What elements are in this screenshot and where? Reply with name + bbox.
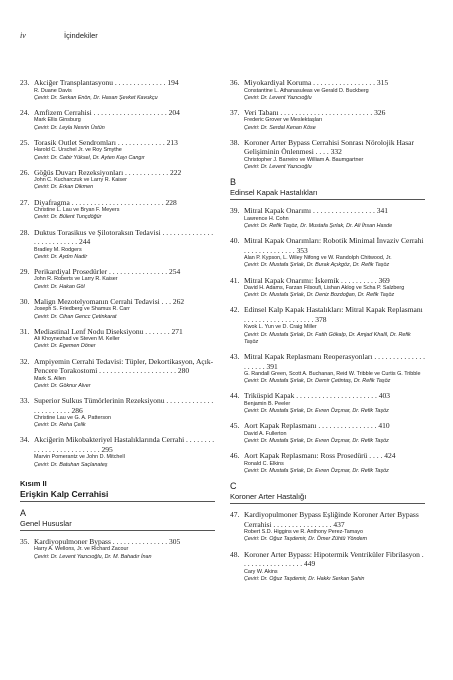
toc-entry[interactable] — [230, 421, 425, 445]
page-number: iv — [20, 31, 26, 40]
chapter-authors: Frederic Grover ve Meslektaşları — [244, 117, 323, 124]
chapter-translator: Çeviri: Dr. Serkan Enön, Dr. Hasan Şevket Kavukçu — [34, 94, 158, 101]
chapter-translator: Çeviri: Dr. Oğuz Taşdemir, Dr. Hakkı Serkan Şahin — [244, 575, 365, 582]
chapter-title: Veri Tabanı . . . . . . . . . . . . . . . . . . . . . . . . . 326 — [244, 107, 386, 117]
chapter-number: 42. — [230, 305, 240, 315]
section-letter: B — [230, 177, 237, 188]
toc-entry[interactable] — [20, 327, 215, 351]
toc-entry[interactable] — [20, 435, 215, 468]
section-title: Koroner Arter Hastalığı — [230, 492, 425, 504]
running-title: İçindekiler — [64, 31, 98, 40]
chapter-number: 39. — [230, 206, 240, 216]
chapter-title: Kardiyopulmoner Bypass Eşliğinde Koroner Arter Bypass Cerrahisi . . . . . . . . . . . . . . . . 437 — [244, 510, 419, 529]
toc-entry[interactable] — [20, 267, 215, 291]
chapter-authors: Ali Khoynezhad ve Steven M. Keller — [34, 336, 120, 343]
chapter-title: Aort Kapak Replasmanı: Ross Prosedürü . . . . 424 — [244, 451, 396, 461]
toc-entry[interactable] — [230, 305, 425, 346]
chapter-number: 36. — [230, 78, 240, 87]
chapter-title: Mitral Kapak Onarımı . . . . . . . . . . . . . . . . . 341 — [244, 206, 388, 216]
chapter-translator: Çeviri: Dr. Mustafa Şırlak, Dr. Evren Özçınar, Dr. Refik Taşöz — [244, 438, 389, 445]
chapter-title: Miyokardiyal Koruma . . . . . . . . . . . . . . . . . 315 — [244, 78, 389, 87]
chapter-authors: David H. Adams, Farzan Filsoufi, Lishan Aklog ve Scha P. Salzberg — [244, 285, 405, 292]
chapter-authors: Robert S.D. Higgins ve R. Anthony Perez-Tamayo — [244, 529, 363, 536]
toc-entry[interactable] — [20, 228, 215, 261]
chapter-number: 40. — [230, 236, 240, 246]
toc-entry[interactable] — [230, 276, 425, 300]
toc-left-column — [20, 78, 215, 567]
chapter-title: Koroner Arter Bypass Cerrahisi Sonrası Nörolojik Hasar Gelişiminin Önlenmesi . . . . 332 — [244, 137, 414, 157]
chapter-number: 31. — [20, 326, 30, 336]
chapter-translator: Çeviri: Dr. Leyla Nesrin Üstün — [34, 124, 105, 131]
chapter-number: 27. — [20, 197, 30, 207]
chapter-title: Torasik Outlet Sendromları . . . . . . . . . . . . . 213 — [34, 137, 178, 147]
chapter-translator: Çeviri: Dr. Refik Taşöz, Dr. Mustafa Şırlak, Dr. Ali İhsan Hasde — [244, 222, 393, 229]
chapter-authors: Harold C. Urschel Jr. ve Roy Smythe — [34, 147, 122, 154]
toc-entry[interactable] — [20, 297, 215, 321]
toc-entry[interactable] — [20, 198, 215, 222]
chapter-number: 26. — [20, 167, 30, 177]
section-letter: C — [230, 481, 237, 492]
chapter-authors: David A. Fullerton — [244, 430, 287, 437]
chapter-number: 41. — [230, 275, 240, 285]
chapter-number: 45. — [230, 421, 240, 431]
toc-entry[interactable] — [230, 352, 425, 385]
chapter-title: Mitral Kapak Onarımları: Robotik Minimal İnvaziv Cerrahi . . . . . . . . . . . . . . 353 — [244, 236, 424, 255]
chapter-authors: Christine L. Lau ve Bryan F. Meyers — [34, 207, 120, 214]
chapter-number: 37. — [230, 107, 240, 117]
toc-entry[interactable] — [20, 537, 215, 561]
chapter-title: Triküspid Kapak . . . . . . . . . . . . . . . . . . . . . . 403 — [244, 391, 390, 401]
chapter-number: 47. — [230, 510, 240, 520]
chapter-number: 29. — [20, 266, 30, 276]
chapter-translator: Çeviri: Dr. Göknur Alver — [34, 382, 91, 389]
toc-entry[interactable] — [230, 138, 425, 171]
section-letter: A — [20, 507, 27, 518]
chapter-title: Mediastinal Lenf Nodu Diseksiyonu . . . . . . . 271 — [34, 326, 183, 336]
chapter-number: 23. — [20, 78, 30, 87]
toc-entry[interactable] — [20, 357, 215, 390]
toc-entry[interactable] — [230, 236, 425, 269]
chapter-translator: Çeviri: Dr. Cabir Yüksel, Dr. Ayten Kayı Cangır — [34, 154, 145, 161]
chapter-authors: Benjamin B. Peeler — [244, 400, 291, 407]
chapter-authors: G. Randall Green, Scott A. Buchanan, Reid W. Tribble ve Curtis G. Tribble — [244, 371, 421, 378]
section-heading — [20, 508, 215, 531]
chapter-title: Mitral Kapak Onarımı: İskemik . . . . . . . . . . 369 — [244, 275, 390, 285]
chapter-authors: Christine Lau ve G. A. Patterson — [34, 415, 112, 422]
chapter-translator: Çeviri: Dr. Mustafa Şırlak, Dr. Deniz Bozdoğan, Dr. Refik Taşöz — [244, 292, 395, 299]
chapter-authors: Lawrence H. Cohn — [244, 215, 289, 222]
chapter-number: 43. — [230, 352, 240, 362]
toc-entry[interactable] — [20, 138, 215, 162]
chapter-number: 28. — [20, 227, 30, 237]
chapter-title: Superior Sulkus Tümörlerinin Rezeksiyonu . . . . . . . . . . . . . . . . . . . . . . . 286 — [34, 396, 214, 415]
chapter-title: Ampiyemin Cerrahi Tedavisi: Tüpler, Dekortikasyon, Açık-Pencere Torakostomi . . . . . . . . . . . . . . . . . . . . . 280 — [34, 356, 214, 376]
chapter-title: Aort Kapak Replasmanı . . . . . . . . . . . . . . . . 410 — [244, 421, 390, 431]
chapter-title: Göğüs Duvarı Rezeksiyonları . . . . . . . . . . . . 222 — [34, 167, 182, 177]
toc-entry[interactable] — [20, 168, 215, 192]
chapter-translator: Çeviri: Dr. Mustafa Şırlak, Dr. Burak Açıkgöz, Dr. Refik Taşöz — [244, 262, 390, 269]
chapter-title: Diyafragma . . . . . . . . . . . . . . . . . . . . . . . . . 228 — [34, 197, 177, 207]
chapter-translator: Çeviri: Dr. Levent Yazıcıoğlu — [244, 94, 312, 101]
chapter-authors: John R. Roberts ve Larry R. Kaiser — [34, 276, 118, 283]
chapter-translator: Çeviri: Dr. Mustafa Şırlak, Dr. Demir Çetintaş, Dr. Refik Taşöz — [244, 378, 391, 385]
chapter-number: 25. — [20, 137, 30, 147]
chapter-number: 35. — [20, 536, 30, 546]
chapter-translator: Çeviri: Dr. Levent Yazıcıoğlu, Dr. M. Bahadır İnan — [34, 553, 152, 560]
chapter-title: Amfizem Cerrahisi . . . . . . . . . . . . . . . . . . . . 204 — [34, 107, 180, 117]
page-header — [20, 31, 433, 43]
chapter-number: 33. — [20, 396, 30, 406]
toc-entry[interactable] — [230, 108, 425, 132]
chapter-translator: Çeviri: Dr. Reha Çelik — [34, 422, 86, 429]
toc-entry[interactable] — [230, 78, 425, 102]
part-title: Erişkin Kalp Cerrahisi — [20, 489, 215, 502]
chapter-title: Malign Mezotelyomanın Cerrahi Tedavisi . . . 262 — [34, 296, 185, 306]
chapter-number: 44. — [230, 391, 240, 401]
chapter-title: Akciğer Transplantasyonu . . . . . . . . . . . . . . 194 — [34, 78, 179, 87]
toc-entry[interactable] — [230, 550, 425, 583]
toc-entry[interactable] — [20, 78, 215, 102]
chapter-translator: Çeviri: Dr. Aydın Nadir — [34, 253, 88, 260]
chapter-translator: Çeviri: Dr. Mustafa Şırlak, Dr. Fatih Gökalp, Dr. Amjad Khalil, Dr. Refik Taşöz — [244, 331, 411, 345]
chapter-title: Akciğerin Mikobakteriyel Hastalıklarında Cerrahi . . . . . . . . . . . . . . . . . . . . . . . . . . 295 — [34, 435, 215, 454]
chapter-number: 30. — [20, 296, 30, 306]
toc-entry[interactable] — [230, 510, 425, 543]
chapter-translator: Çeviri: Dr. Erkan Dikmen — [34, 184, 94, 191]
chapter-authors: R. Duane Davis — [34, 87, 72, 94]
chapter-title: Koroner Arter Bypass: Hipotermik Ventriküler Fibrilasyon . . . . . . . . . . . . . . . . . 449 — [244, 549, 424, 569]
chapter-authors: Marvin Pomerantz ve John D. Mitchell — [34, 454, 125, 461]
toc-entry[interactable] — [20, 108, 215, 132]
chapter-translator: Çeviri: Dr. Levent Yazıcıoğlu — [244, 164, 312, 171]
chapter-translator: Çeviri: Dr. Bülent Tunçdöğür — [34, 214, 102, 221]
chapter-authors: Joseph S. Friedberg ve Shamus R. Carr — [34, 306, 130, 313]
chapter-title: Edinsel Kalp Kapak Hastalıkları: Mitral Kapak Replasmanı . . . . . . . . . . . . . . . . . . . 378 — [244, 305, 423, 324]
chapter-translator: Çeviri: Dr. Batuhan Saçlanateş — [34, 461, 108, 468]
chapter-authors: Cary W. Akins — [244, 568, 278, 575]
chapter-title: Duktus Torasikus ve Şilotoraksın Tedavisi . . . . . . . . . . . . . . . . . . . . . . . . . . 244 — [34, 227, 214, 247]
chapter-authors: Christopher J. Barreiro ve William A. Baumgartner — [244, 156, 364, 163]
toc-entry[interactable] — [20, 396, 215, 429]
chapter-number: 46. — [230, 451, 240, 461]
chapter-number: 48. — [230, 549, 240, 559]
chapter-number: 32. — [20, 356, 30, 366]
section-title: Genel Hususlar — [20, 519, 215, 531]
chapter-authors: Constantine L. Athanasuleas ve Gerald D. Buckberg — [244, 87, 369, 94]
chapter-title: Kardiyopulmoner Bypass . . . . . . . . . . . . . . . 305 — [34, 536, 181, 546]
chapter-translator: Çeviri: Dr. Serdal Kenan Köse — [244, 124, 316, 131]
chapter-number: 38. — [230, 137, 240, 147]
section-title: Edinsel Kapak Hastalıkları — [230, 188, 425, 200]
section-heading — [230, 177, 425, 200]
section-heading — [230, 481, 425, 504]
chapter-authors: Ronald C. Elkins — [244, 460, 284, 467]
chapter-translator: Çeviri: Dr. Mustafa Şırlak, Dr. Evren Özçınar, Dr. Refik Taşöz — [244, 408, 389, 415]
chapter-authors: Harry A. Wellons, Jr. ve Richard Zacour — [34, 546, 129, 553]
chapter-number: 24. — [20, 107, 30, 117]
chapter-authors: John C. Kucharczuk ve Larry R. Kaiser — [34, 177, 127, 184]
toc-entry[interactable] — [230, 391, 425, 415]
toc-entry[interactable] — [230, 451, 425, 475]
chapter-authors: Bradley M. Rodgers — [34, 246, 82, 253]
chapter-number: 34. — [20, 435, 30, 445]
toc-entry[interactable] — [230, 206, 425, 230]
chapter-title: Perikardiyal Prosedürler . . . . . . . . . . . . . . . . 254 — [34, 266, 181, 276]
chapter-translator: Çeviri: Dr. Hakan Göl — [34, 283, 85, 290]
chapter-translator: Çeviri: Dr. Mustafa Şırlak, Dr. Evren Özçınar, Dr. Refik Taşöz — [244, 467, 389, 474]
chapter-authors: Kwok L. Yun ve D. Craig Miller — [244, 324, 317, 331]
part-label: Kısım II — [20, 478, 47, 488]
chapter-translator: Çeviri: Dr. Oğuz Taşdemir, Dr. Ömer Zühtü Yöndem — [244, 536, 368, 543]
toc-right-column — [230, 78, 425, 589]
chapter-translator: Çeviri: Dr. Cihan Gencc Çetinkarat — [34, 313, 117, 320]
chapter-translator: Çeviri: Dr. Egemen Döner — [34, 343, 96, 350]
chapter-title: Mitral Kapak Replasmanı Reoperasyonları . . . . . . . . . . . . . . . . . . . . 391 — [244, 352, 426, 371]
part-heading — [20, 479, 215, 502]
chapter-authors: Mark S. Allen — [34, 375, 66, 382]
chapter-authors: Mark Ellis Ginsburg — [34, 117, 81, 124]
chapter-authors: Alan P. Kypson, L. Wiley Nifong ve W. Randolph Chitwood, Jr. — [244, 255, 392, 262]
